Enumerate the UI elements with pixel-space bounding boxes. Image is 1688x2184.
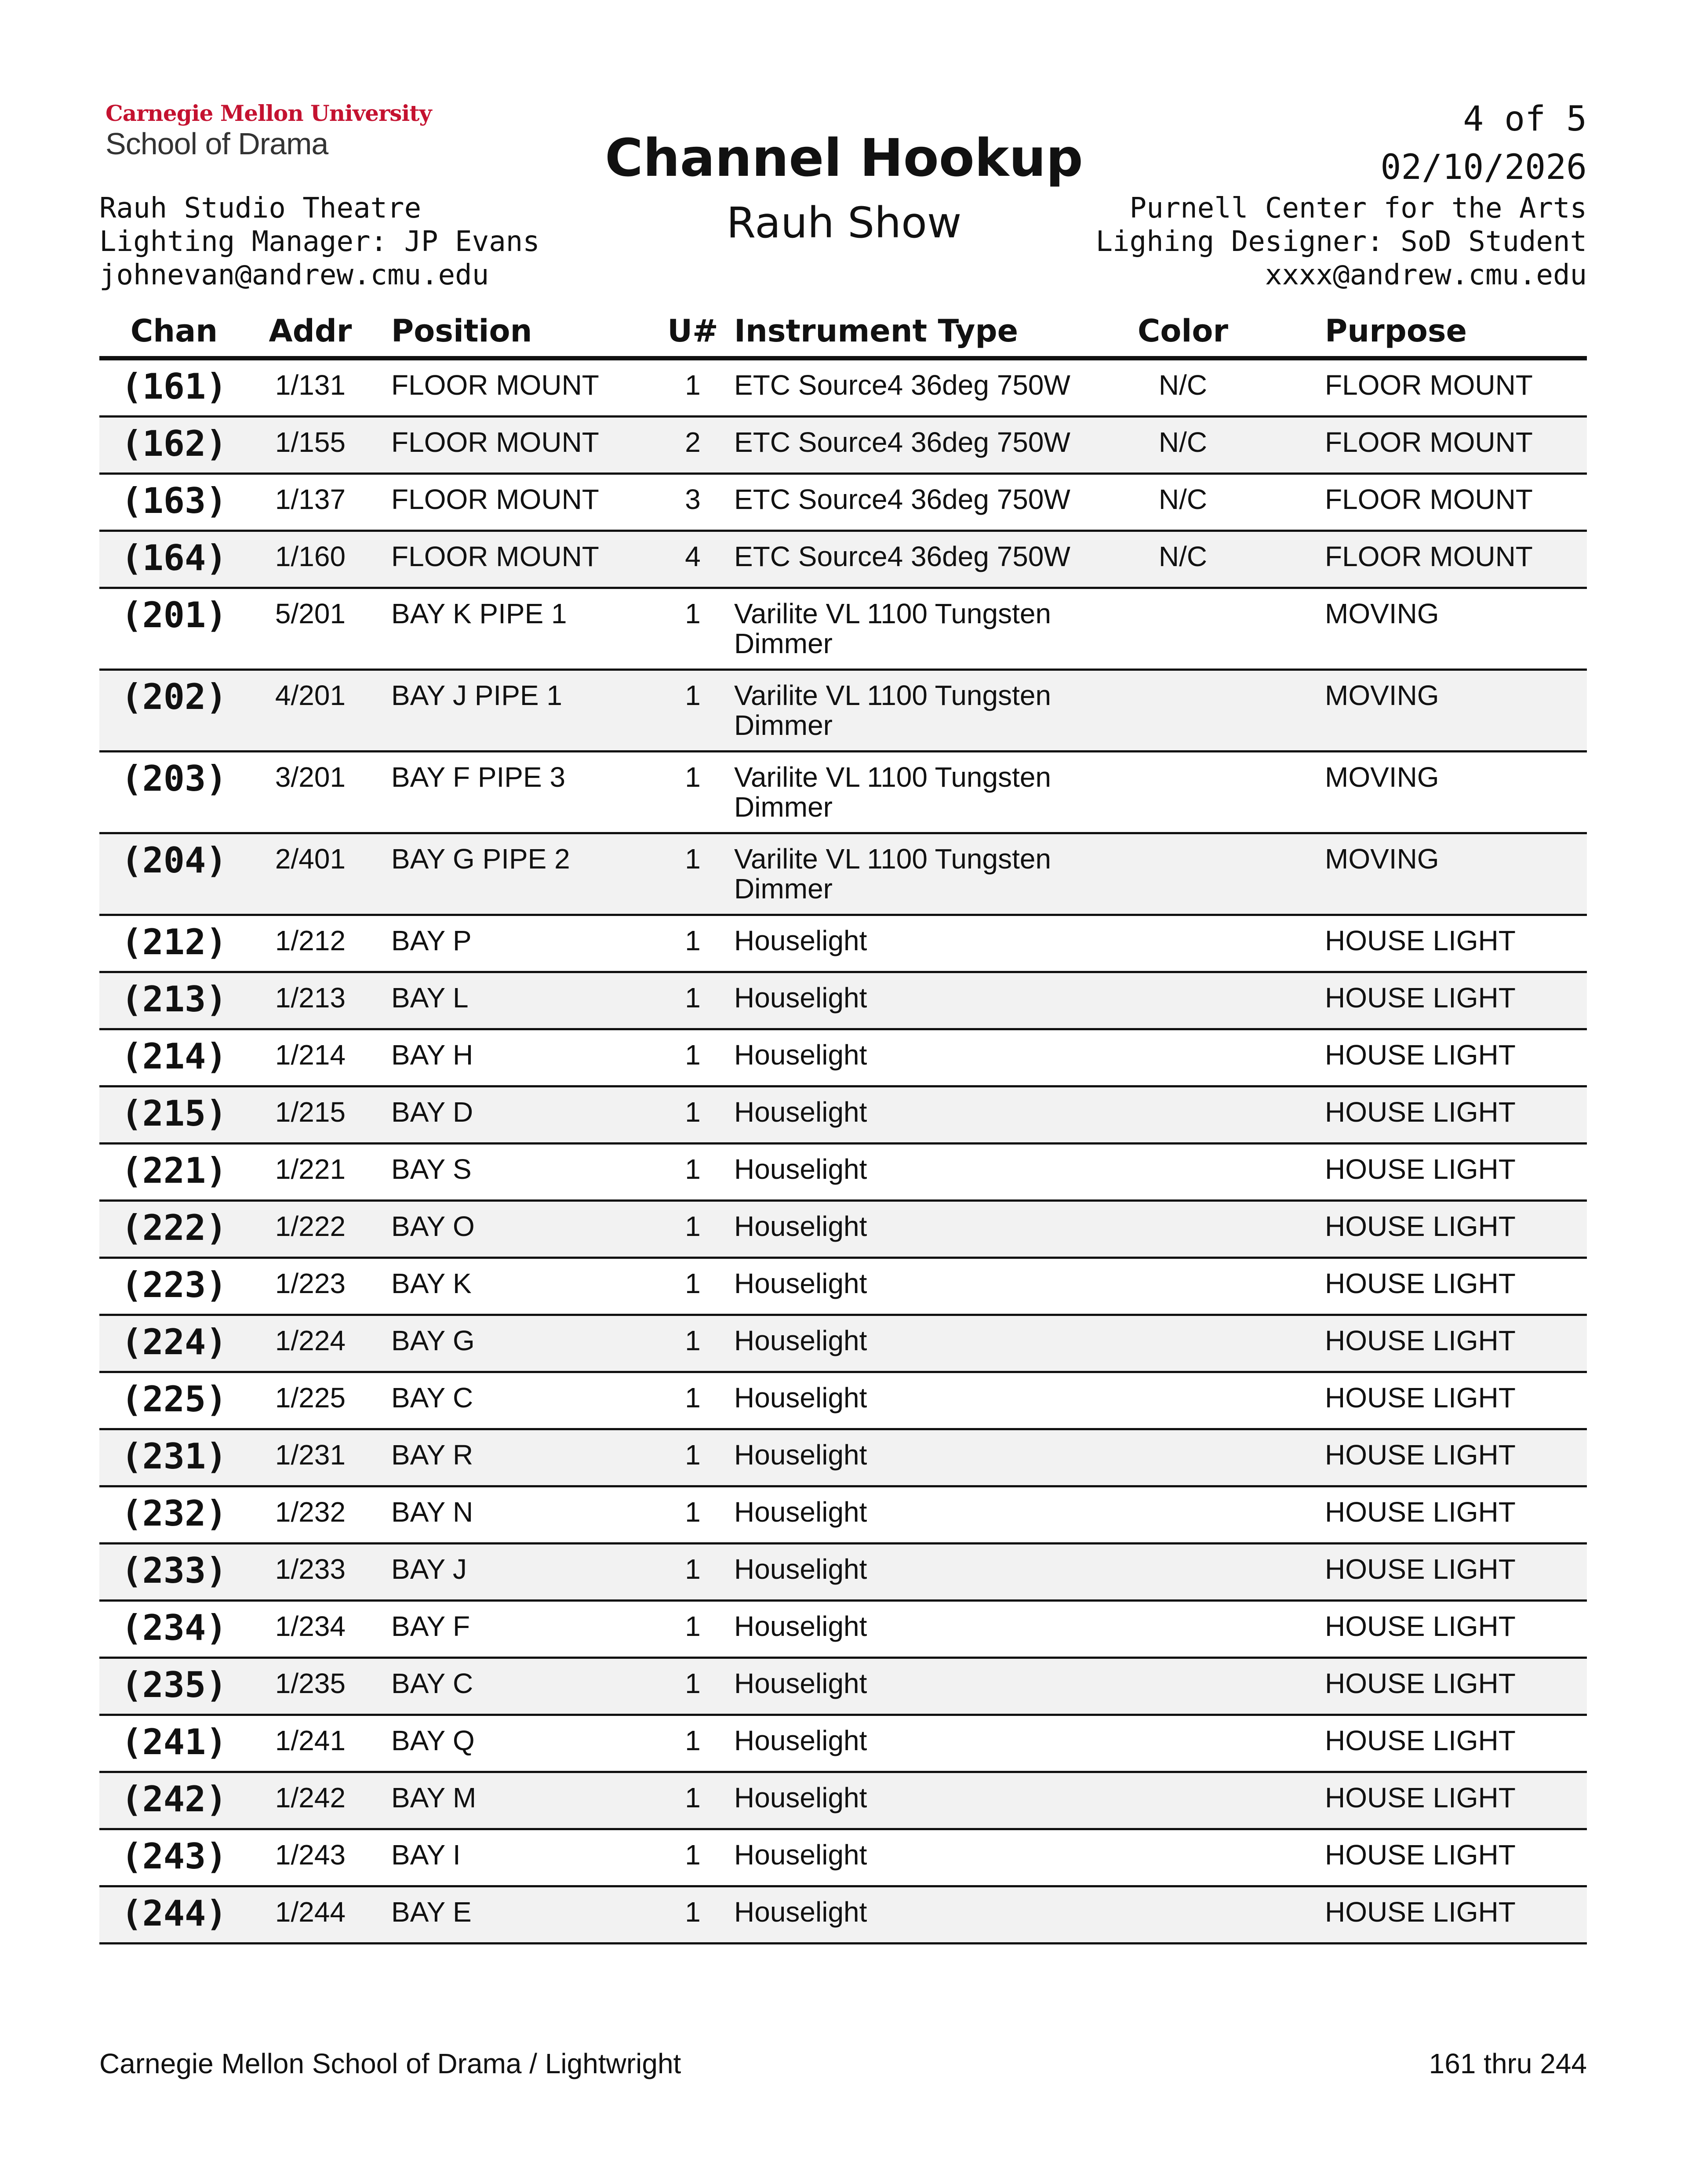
table-row	[99, 1659, 1587, 1716]
gel-color: N/C	[1158, 426, 1208, 458]
purpose: HOUSE LIGHT	[1325, 1039, 1516, 1071]
logo-school: School of Drama	[106, 127, 328, 161]
instrument-type: ETC Source4 36deg 750W	[734, 483, 1070, 515]
purpose: MOVING	[1325, 598, 1439, 629]
dimmer-address: 1/232	[275, 1496, 346, 1528]
instrument-type: Houselight	[734, 925, 867, 956]
hang-position: BAY P	[391, 925, 472, 956]
hang-position: BAY J PIPE 1	[391, 680, 562, 711]
table-row	[99, 1544, 1587, 1602]
footer-channel-range: 161 thru 244	[1429, 2048, 1587, 2079]
purpose: MOVING	[1325, 761, 1439, 793]
lighting-manager: Lighting Manager: JP Evans	[99, 225, 540, 258]
purpose: HOUSE LIGHT	[1325, 1725, 1516, 1756]
unit-number: 1	[685, 1439, 701, 1471]
instrument-type: Houselight	[734, 1782, 867, 1813]
table-body	[99, 360, 1587, 1944]
dimmer-address: 1/234	[275, 1610, 346, 1642]
unit-number: 1	[685, 1839, 701, 1871]
instrument-type: Varilite VL 1100 Tungsten Dimmer	[734, 843, 1051, 905]
unit-number: 3	[685, 483, 701, 515]
table-row	[99, 752, 1587, 834]
instrument-type: Houselight	[734, 1268, 867, 1299]
hang-position: BAY Q	[391, 1725, 475, 1756]
channel-number: (215)	[121, 1093, 227, 1134]
channel-number: (203)	[121, 758, 227, 799]
instrument-type: Houselight	[734, 1382, 867, 1414]
unit-number: 1	[685, 1268, 701, 1299]
instrument-type: Houselight	[734, 1039, 867, 1071]
table-row	[99, 532, 1587, 589]
unit-number: 1	[685, 1725, 701, 1756]
dimmer-address: 1/244	[275, 1896, 346, 1928]
dimmer-address: 1/243	[275, 1839, 346, 1871]
hang-position: BAY F	[391, 1610, 470, 1642]
dimmer-address: 1/155	[275, 426, 346, 458]
dimmer-address: 1/212	[275, 925, 346, 956]
unit-number: 1	[685, 598, 701, 629]
col-header-color: Color	[1137, 313, 1229, 349]
unit-number: 1	[685, 982, 701, 1014]
purpose: HOUSE LIGHT	[1325, 1382, 1516, 1414]
instrument-type: Varilite VL 1100 Tungsten Dimmer	[734, 761, 1051, 823]
hang-position: BAY H	[391, 1039, 473, 1071]
dimmer-address: 1/233	[275, 1553, 346, 1585]
purpose: HOUSE LIGHT	[1325, 1439, 1516, 1471]
dimmer-address: 4/201	[275, 680, 346, 711]
unit-number: 1	[685, 1553, 701, 1585]
unit-number: 1	[685, 761, 701, 793]
instrument-type: Houselight	[734, 1896, 867, 1928]
channel-number: (225)	[121, 1379, 227, 1420]
purpose: HOUSE LIGHT	[1325, 1610, 1516, 1642]
purpose: HOUSE LIGHT	[1325, 1496, 1516, 1528]
dimmer-address: 1/137	[275, 483, 346, 515]
dimmer-address: 1/213	[275, 982, 346, 1014]
table-row	[99, 1373, 1587, 1430]
channel-number: (231)	[121, 1436, 227, 1477]
venue: Rauh Studio Theatre	[99, 192, 422, 225]
instrument-type: Houselight	[734, 982, 867, 1014]
channel-hookup-table	[99, 308, 1587, 1944]
instrument-type: Houselight	[734, 1553, 867, 1585]
channel-number: (241)	[121, 1722, 227, 1762]
table-row	[99, 916, 1587, 973]
table-row	[99, 1030, 1587, 1087]
header-left	[99, 192, 540, 292]
dimmer-address: 1/241	[275, 1725, 346, 1756]
channel-number: (161)	[121, 366, 227, 407]
purpose: HOUSE LIGHT	[1325, 1268, 1516, 1299]
table-row	[99, 1487, 1587, 1544]
gel-color: N/C	[1158, 483, 1208, 515]
hang-position: FLOOR MOUNT	[391, 483, 599, 515]
hang-position: BAY J	[391, 1553, 467, 1585]
gel-color: N/C	[1158, 369, 1208, 401]
channel-number: (244)	[121, 1893, 227, 1934]
hang-position: BAY K PIPE 1	[391, 598, 567, 629]
channel-number: (234)	[121, 1607, 227, 1648]
footer-credit: Carnegie Mellon School of Drama / Lightwright	[99, 2048, 681, 2079]
col-header-instrument-type: Instrument Type	[734, 313, 1019, 349]
channel-number: (221)	[121, 1150, 227, 1191]
purpose: FLOOR MOUNT	[1325, 369, 1533, 401]
hang-position: BAY C	[391, 1668, 473, 1699]
channel-number: (232)	[121, 1493, 227, 1534]
channel-number: (235)	[121, 1664, 227, 1705]
hang-position: BAY I	[391, 1839, 461, 1871]
dimmer-address: 1/214	[275, 1039, 346, 1071]
dimmer-address: 2/401	[275, 843, 346, 875]
purpose: HOUSE LIGHT	[1325, 1668, 1516, 1699]
purpose: HOUSE LIGHT	[1325, 1210, 1516, 1242]
page-title: Channel Hookup	[605, 127, 1083, 188]
dimmer-address: 1/221	[275, 1153, 346, 1185]
instrument-type: Houselight	[734, 1839, 867, 1871]
building: Purnell Center for the Arts	[1129, 192, 1587, 225]
show-name: Rauh Show	[726, 198, 962, 247]
col-header-addr: Addr	[269, 313, 352, 349]
page-number: 4 of 5	[1463, 99, 1587, 139]
table-row	[99, 671, 1587, 752]
unit-number: 1	[685, 925, 701, 956]
hang-position: BAY M	[391, 1782, 477, 1813]
channel-number: (163)	[121, 480, 227, 521]
col-header-position: Position	[391, 313, 532, 349]
channel-number: (202)	[121, 676, 227, 717]
channel-number: (224)	[121, 1322, 227, 1363]
table-row	[99, 1087, 1587, 1145]
unit-number: 1	[685, 1210, 701, 1242]
purpose: HOUSE LIGHT	[1325, 1782, 1516, 1813]
purpose: HOUSE LIGHT	[1325, 1553, 1516, 1585]
table-row	[99, 834, 1587, 916]
hang-position: BAY L	[391, 982, 469, 1014]
unit-number: 1	[685, 369, 701, 401]
channel-number: (201)	[121, 595, 227, 636]
hang-position: BAY R	[391, 1439, 473, 1471]
table-row	[99, 360, 1587, 418]
channel-number: (213)	[121, 979, 227, 1020]
col-header-purpose: Purpose	[1325, 313, 1467, 349]
table-row	[99, 1887, 1587, 1944]
col-header-unit: U#	[667, 313, 718, 349]
instrument-type: ETC Source4 36deg 750W	[734, 369, 1070, 401]
dimmer-address: 3/201	[275, 761, 346, 793]
unit-number: 1	[685, 1610, 701, 1642]
dimmer-address: 1/224	[275, 1325, 346, 1356]
channel-number: (222)	[121, 1207, 227, 1248]
instrument-type: Houselight	[734, 1496, 867, 1528]
table-row	[99, 1716, 1587, 1773]
unit-number: 1	[685, 1782, 701, 1813]
purpose: HOUSE LIGHT	[1325, 925, 1516, 956]
hang-position: BAY G	[391, 1325, 475, 1356]
unit-number: 4	[685, 541, 701, 572]
table-row	[99, 1259, 1587, 1316]
unit-number: 1	[685, 1896, 701, 1928]
unit-number: 1	[685, 1096, 701, 1128]
instrument-type: Varilite VL 1100 Tungsten Dimmer	[734, 598, 1051, 659]
purpose: FLOOR MOUNT	[1325, 426, 1533, 458]
hang-position: FLOOR MOUNT	[391, 541, 599, 572]
hang-position: BAY G PIPE 2	[391, 843, 570, 875]
channel-number: (243)	[121, 1836, 227, 1877]
channel-number: (212)	[121, 922, 227, 963]
table-row	[99, 1602, 1587, 1659]
gel-color: N/C	[1158, 541, 1208, 572]
print-date: 02/10/2026	[1380, 148, 1587, 187]
purpose: HOUSE LIGHT	[1325, 1325, 1516, 1356]
table-row	[99, 589, 1587, 671]
purpose: MOVING	[1325, 680, 1439, 711]
unit-number: 1	[685, 1496, 701, 1528]
hang-position: FLOOR MOUNT	[391, 369, 599, 401]
table-row	[99, 1316, 1587, 1373]
purpose: FLOOR MOUNT	[1325, 541, 1533, 572]
instrument-type: Houselight	[734, 1210, 867, 1242]
table-row	[99, 1430, 1587, 1487]
instrument-type: Houselight	[734, 1668, 867, 1699]
table-row	[99, 1830, 1587, 1887]
purpose: FLOOR MOUNT	[1325, 483, 1533, 515]
dimmer-address: 1/231	[275, 1439, 346, 1471]
hang-position: FLOOR MOUNT	[391, 426, 599, 458]
dimmer-address: 1/160	[275, 541, 346, 572]
instrument-type: Varilite VL 1100 Tungsten Dimmer	[734, 680, 1051, 741]
hang-position: BAY O	[391, 1210, 475, 1242]
instrument-type: ETC Source4 36deg 750W	[734, 426, 1070, 458]
table-row	[99, 973, 1587, 1030]
instrument-type: Houselight	[734, 1153, 867, 1185]
dimmer-address: 1/225	[275, 1382, 346, 1414]
instrument-type: Houselight	[734, 1439, 867, 1471]
channel-number: (214)	[121, 1036, 227, 1077]
dimmer-address: 5/201	[275, 598, 346, 629]
purpose: HOUSE LIGHT	[1325, 1096, 1516, 1128]
unit-number: 1	[685, 1668, 701, 1699]
hang-position: BAY E	[391, 1896, 472, 1928]
table-row	[99, 418, 1587, 475]
table-row	[99, 1773, 1587, 1830]
unit-number: 1	[685, 1325, 701, 1356]
channel-number: (162)	[121, 423, 227, 464]
lighting-designer: Lighing Designer: SoD Student	[1095, 225, 1587, 258]
hang-position: BAY S	[391, 1153, 472, 1185]
hang-position: BAY K	[391, 1268, 472, 1299]
manager-email: johnevan@andrew.cmu.edu	[99, 259, 489, 291]
cmu-logo	[106, 100, 432, 161]
hang-position: BAY F PIPE 3	[391, 761, 566, 793]
unit-number: 1	[685, 1382, 701, 1414]
unit-number: 1	[685, 1039, 701, 1071]
purpose: MOVING	[1325, 843, 1439, 875]
header-center	[580, 125, 1108, 251]
channel-number: (204)	[121, 840, 227, 881]
purpose: HOUSE LIGHT	[1325, 982, 1516, 1014]
dimmer-address: 1/215	[275, 1096, 346, 1128]
purpose: HOUSE LIGHT	[1325, 1896, 1516, 1928]
hang-position: BAY D	[391, 1096, 473, 1128]
instrument-type: Houselight	[734, 1725, 867, 1756]
unit-number: 1	[685, 1153, 701, 1185]
dimmer-address: 1/235	[275, 1668, 346, 1699]
channel-number: (164)	[121, 538, 227, 578]
channel-number: (233)	[121, 1550, 227, 1591]
dimmer-address: 1/222	[275, 1210, 346, 1242]
unit-number: 1	[685, 843, 701, 875]
purpose: HOUSE LIGHT	[1325, 1839, 1516, 1871]
logo-university: Carnegie Mellon University	[106, 100, 432, 126]
header-right	[1096, 95, 1587, 292]
hang-position: BAY N	[391, 1496, 473, 1528]
designer-email: xxxx@andrew.cmu.edu	[1265, 259, 1587, 291]
unit-number: 1	[685, 680, 701, 711]
col-header-chan: Chan	[130, 313, 218, 349]
instrument-type: ETC Source4 36deg 750W	[734, 541, 1070, 572]
dimmer-address: 1/223	[275, 1268, 346, 1299]
instrument-type: Houselight	[734, 1096, 867, 1128]
instrument-type: Houselight	[734, 1325, 867, 1356]
purpose: HOUSE LIGHT	[1325, 1153, 1516, 1185]
table-header	[99, 308, 1587, 360]
table-row	[99, 1145, 1587, 1202]
channel-number: (223)	[121, 1265, 227, 1305]
table-row	[99, 475, 1587, 532]
channel-number: (242)	[121, 1779, 227, 1820]
instrument-type: Houselight	[734, 1610, 867, 1642]
dimmer-address: 1/131	[275, 369, 346, 401]
unit-number: 2	[685, 426, 701, 458]
table-row	[99, 1202, 1587, 1259]
dimmer-address: 1/242	[275, 1782, 346, 1813]
hang-position: BAY C	[391, 1382, 473, 1414]
